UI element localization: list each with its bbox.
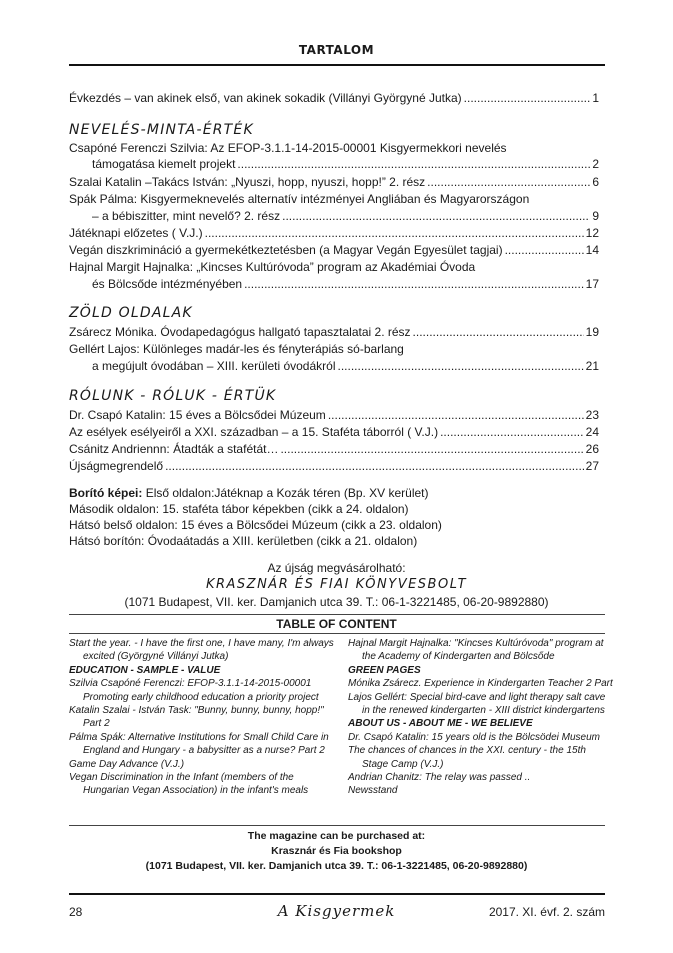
page-number: 28	[69, 905, 83, 919]
english-toc-title: TABLE OF CONTENT	[276, 617, 397, 631]
toc-entry	[69, 408, 599, 423]
english-toc-item: The chances of chances in the XXI. century - the 15th Stage Camp (V.J.)	[348, 745, 586, 770]
toc-entry-title: Évkezdés – van akinek első, van akinek sokadik (Villányi Györgyné Jutka)	[69, 91, 462, 105]
divider	[69, 825, 605, 826]
toc-entry-title: Újságmegrendelő	[69, 459, 164, 473]
toc-entry-page: 1	[592, 91, 599, 105]
toc-entry-intro	[69, 91, 599, 106]
toc-entry-page: 23	[585, 408, 599, 422]
divider	[69, 633, 605, 634]
toc-entry-line: Spák Pálma: Kisgyermeknevelés alternatív intézményei Angliában és Magyarországon	[69, 192, 530, 206]
english-toc-item: Game Day Advance (V.J.)	[69, 758, 185, 770]
toc-entry	[92, 157, 599, 172]
magazine-name: A Kisgyermek	[277, 902, 396, 920]
cover-images-line: Hátsó belső oldalon: 15 éves a Bölcsődei Múzeum (cikk a 23. oldalon)	[69, 518, 442, 532]
toc-entry	[69, 442, 599, 457]
divider	[69, 614, 605, 615]
english-toc-item: Lajos Gellért: Special bird-cave and light therapy salt cave in the renewed kindergarten - XIII district kindergartens	[348, 691, 606, 717]
purchase-intro: Az újság megvásárolható:	[267, 561, 406, 575]
english-toc-right-column	[348, 637, 614, 798]
english-toc-item: Katalin Szalai - István Task: "Bunny, bunny, bunny, hopp!" Part 2	[69, 705, 324, 730]
toc-entry	[69, 243, 599, 258]
toc-entry-title: támogatása kiemelt projekt	[92, 157, 236, 171]
toc-entry-title: Zsárecz Mónika. Óvodapedagógus hallgató tapasztalatai 2. rész	[69, 325, 411, 339]
cover-images-line: Hátsó borítón: Óvodaátadás a XIII. kerületben (cikk a 21. oldalon)	[69, 534, 418, 548]
toc-entry-title: a megújult óvodában – XIII. kerületi óvodákról	[92, 359, 336, 373]
english-toc-item: Hajnal Margit Hajnalka: "Kincses Kultúróvoda" program at the Academy of Kindergarten and Bölcsőde	[348, 638, 604, 663]
header-rule	[69, 64, 605, 66]
toc-entry-page: 9	[592, 209, 599, 223]
toc-entry-line: Csapóné Ferenczi Szilvia: Az EFOP-3.1.1-14-2015-00001 Kisgyermekkori nevelés	[69, 141, 507, 155]
english-toc-item: Pálma Spák: Alternative Institutions for Small Child Care in England and Hungary - a babysitter as a nurse? Part 2	[69, 731, 329, 757]
toc-entry-title: Az esélyek esélyeiről a XXI. században – a 15. Staféta táborról ( V.J.)	[69, 425, 439, 439]
toc-entry-page: 17	[585, 277, 599, 291]
toc-entry-page: 19	[585, 325, 599, 339]
toc-entry-title: Szalai Katalin –Takács István: „Nyuszi, hopp, nyuszi, hopp!” 2. rész	[69, 175, 426, 189]
issue-info: 2017. XI. évf. 2. szám	[488, 905, 605, 919]
section-heading: ZÖLD OLDALAK	[69, 305, 193, 321]
section-heading: NEVELÉS-MINTA-ÉRTÉK	[69, 122, 254, 138]
english-toc-item: Newsstand	[348, 785, 398, 797]
cover-images-text: Első oldalon:Játéknap a Kozák téren (Bp. XV kerület)	[145, 486, 429, 500]
shop-address: (1071 Budapest, VII. ker. Damjanich utca 39. T.: 06-1-3221485, 06-20-9892880)	[124, 595, 549, 609]
toc-entry-page: 6	[592, 175, 599, 189]
page-title: TARTALOM	[298, 43, 375, 57]
shop-name: KRASZNÁR ÉS FIAI KÖNYVESBOLT	[205, 577, 468, 592]
footer-rule	[69, 893, 605, 895]
toc-entry-page: 21	[585, 359, 599, 373]
toc-entry-title: Dr. Csapó Katalin: 15 éves a Bölcsődei Múzeum	[69, 408, 326, 422]
section-heading: RÓLUNK - RÓLUK - ÉRTÜK	[69, 388, 277, 404]
toc-entry-page: 14	[585, 243, 599, 257]
toc-entry-title: – a bébiszitter, mint nevelő? 2. rész	[92, 209, 281, 223]
toc-entry-title: Játéknapi előzetes ( V.J.)	[69, 226, 203, 240]
toc-entry-line: Gellért Lajos: Különleges madár-les és fényterápiás só-barlang	[69, 342, 404, 356]
toc-entry-page: 24	[585, 425, 599, 439]
english-toc-left-column	[69, 637, 335, 798]
english-toc-heading: EDUCATION - SAMPLE - VALUE	[69, 664, 221, 676]
toc-entry	[69, 226, 599, 241]
cover-images-line	[69, 486, 599, 501]
cover-images-line: Második oldalon: 15. staféta tábor képekben (cikk a 24. oldalon)	[69, 502, 409, 516]
english-toc-item: Start the year. - I have the first one, I have many, I'm always excited (Györgyné Villányi Jutka)	[69, 638, 334, 663]
toc-entry-page: 26	[585, 442, 599, 456]
english-toc-heading: ABOUT US - ABOUT ME - WE BELIEVE	[348, 718, 533, 730]
english-toc-item: Szilvia Csapóné Ferenczi: EFOP-3.1.1-14-2015-00001 Promoting early childhood education a priority project	[69, 678, 319, 703]
purchase-en-line: Krasznár és Fia bookshop	[271, 845, 402, 857]
toc-entry	[92, 277, 599, 292]
english-toc-item: Andrian Chanitz: The relay was passed ..	[348, 772, 531, 784]
toc-entry-page: 2	[592, 157, 599, 171]
english-toc-item: Mónika Zsárecz. Experience in Kindergarten Teacher 2 Part	[348, 678, 613, 690]
toc-entry	[69, 459, 599, 474]
toc-entry	[92, 209, 599, 224]
toc-entry-page: 27	[585, 459, 599, 473]
purchase-en-line: (1071 Budapest, VII. ker. Damjanich utca 39. T.: 06-1-3221485, 06-20-9892880)	[145, 860, 528, 872]
toc-entry-page: 12	[585, 226, 599, 240]
toc-entry	[69, 425, 599, 440]
english-toc-heading: GREEN PAGES	[348, 664, 421, 676]
toc-entry	[92, 359, 599, 374]
purchase-en-line: The magazine can be purchased at:	[247, 830, 426, 842]
toc-entry	[69, 325, 599, 340]
toc-entry-title: és Bölcsőde intézményében	[92, 277, 243, 291]
english-toc-item: Vegan Discrimination in the Infant (members of the Hungarian Vegan Association) in the infant's meals	[69, 772, 309, 797]
toc-entry-title: Vegán diszkrimináció a gyermekétkeztetésben (a Magyar Vegán Egyesület tagjai)	[69, 243, 503, 257]
toc-entry	[69, 175, 599, 190]
cover-images-label: Borító képei:	[69, 486, 143, 500]
toc-entry-line: Hajnal Margit Hajnalka: „Kincses Kultúróvoda” program az Akadémiai Óvoda	[69, 260, 476, 274]
toc-entry-title: Csánitz Andriennn: Átadták a stafétát…	[69, 442, 279, 456]
english-toc-item: Dr. Csapó Katalin: 15 years old is the Bölcsödei Museum	[348, 731, 600, 743]
